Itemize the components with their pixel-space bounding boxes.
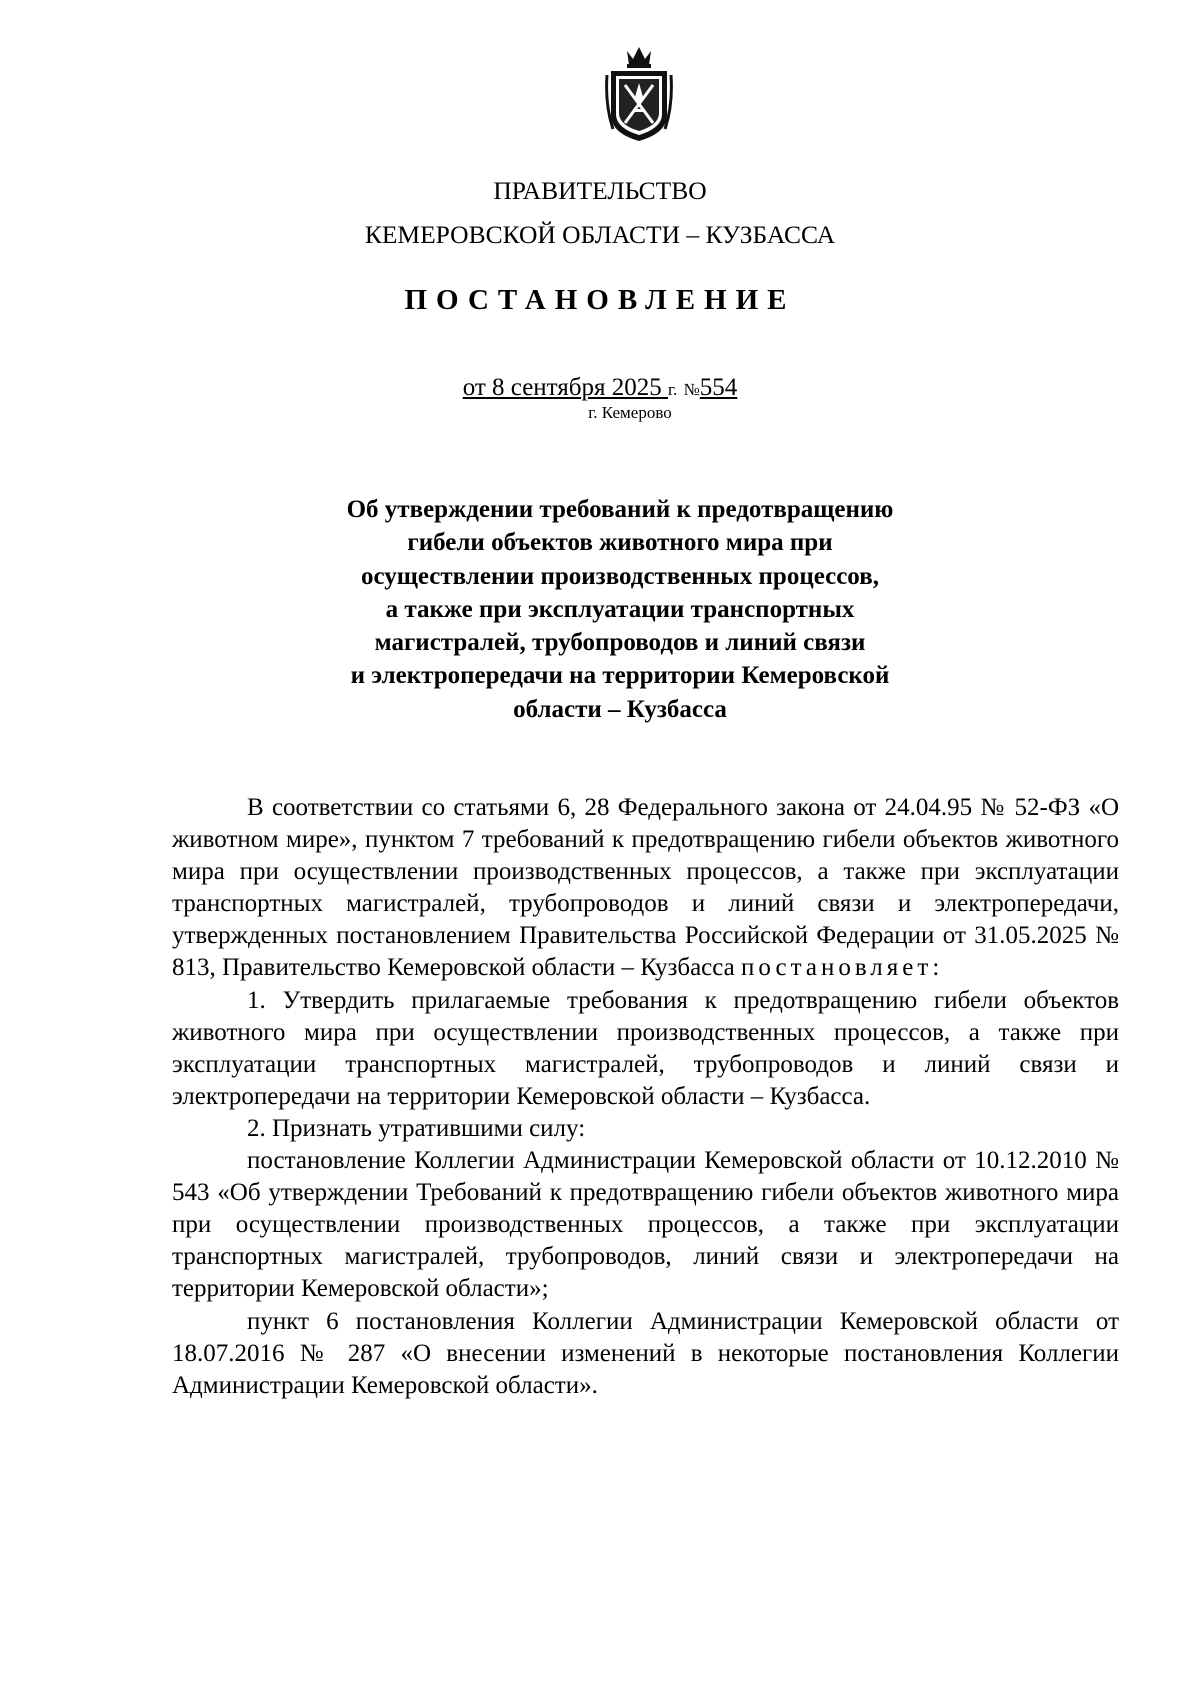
title-line: осуществлении производственных процессов, [361,562,879,590]
organization-name-line2: КЕМЕРОВСКОЙ ОБЛАСТИ – КУЗБАССА [364,220,836,249]
preamble-text: В соответствии со статьями 6, 28 Федерального закона от 24.04.95 № 52-ФЗ «О животном мире», пунктом 7 требований к предотвращению гибели объектов животного мира при осуществлении производственных процессов, а также при эксплуатации транспортных магистралей, трубопроводов и линий связи и электропередачи, утвержденных постановлением Правительства Российской Федерации от 31.05.2025 № 813, Правительство Кемеровской области – Кузбасса [172,794,1119,982]
document-dateline [0,374,1200,402]
title-line: Об утверждении требований к предотвращению [346,496,894,523]
title-line: области – Кузбасса [513,695,727,723]
document-type: ПОСТАНОВЛЕНИЕ [404,284,796,316]
resolution-verb: постановляет [741,954,933,982]
coat-of-arms-icon [605,45,673,147]
title-line: и электропередачи на территории Кемеровской [350,662,890,690]
document-date: 8 сентября 2025 [492,374,662,401]
item-2a-paragraph: постановление Коллегии Администрации Кемеровской области от 10.12.2010 № 543 «Об утверждении Требований к предотвращению гибели объектов животного мира при осуществлении производственных процессов, а также при эксплуатации транспортных магистралей, трубопроводов, линий связи и электропередачи на территории Кемеровской области»; [172,1147,1119,1303]
title-line: гибели объектов животного мира при [407,529,833,557]
title-line: магистралей, трубопроводов и линий связи [374,629,866,657]
date-prefix: от [462,374,486,401]
item-2-paragraph: 2. Признать утратившими силу: [247,1114,586,1142]
number-sign: № [683,380,700,399]
item-2b-paragraph: пункт 6 постановления Коллегии Администрации Кемеровской области от 18.07.2016 № 287 «О внесении изменений в некоторые постановления Коллегии Администрации Кемеровской области». [172,1307,1119,1399]
year-suffix: г. [668,380,678,399]
organization-name-line1: ПРАВИТЕЛЬСТВО [493,176,707,205]
document-number: 554 [699,374,738,401]
item-1-paragraph: 1. Утвердить прилагаемые требования к предотвращению гибели объектов животного мира при осуществлении производственных процессов, а также при эксплуатации транспортных магистралей, трубопроводов и линий связи и электропередачи на территории Кемеровской области – Кузбасса. [172,986,1119,1110]
document-city: г. Кемерово [588,403,672,422]
title-line: а также при эксплуатации транспортных [385,595,855,623]
document-title [290,493,950,726]
document-body [172,792,1119,1402]
resolution-colon: : [932,954,940,982]
preamble-paragraph [172,792,1119,985]
